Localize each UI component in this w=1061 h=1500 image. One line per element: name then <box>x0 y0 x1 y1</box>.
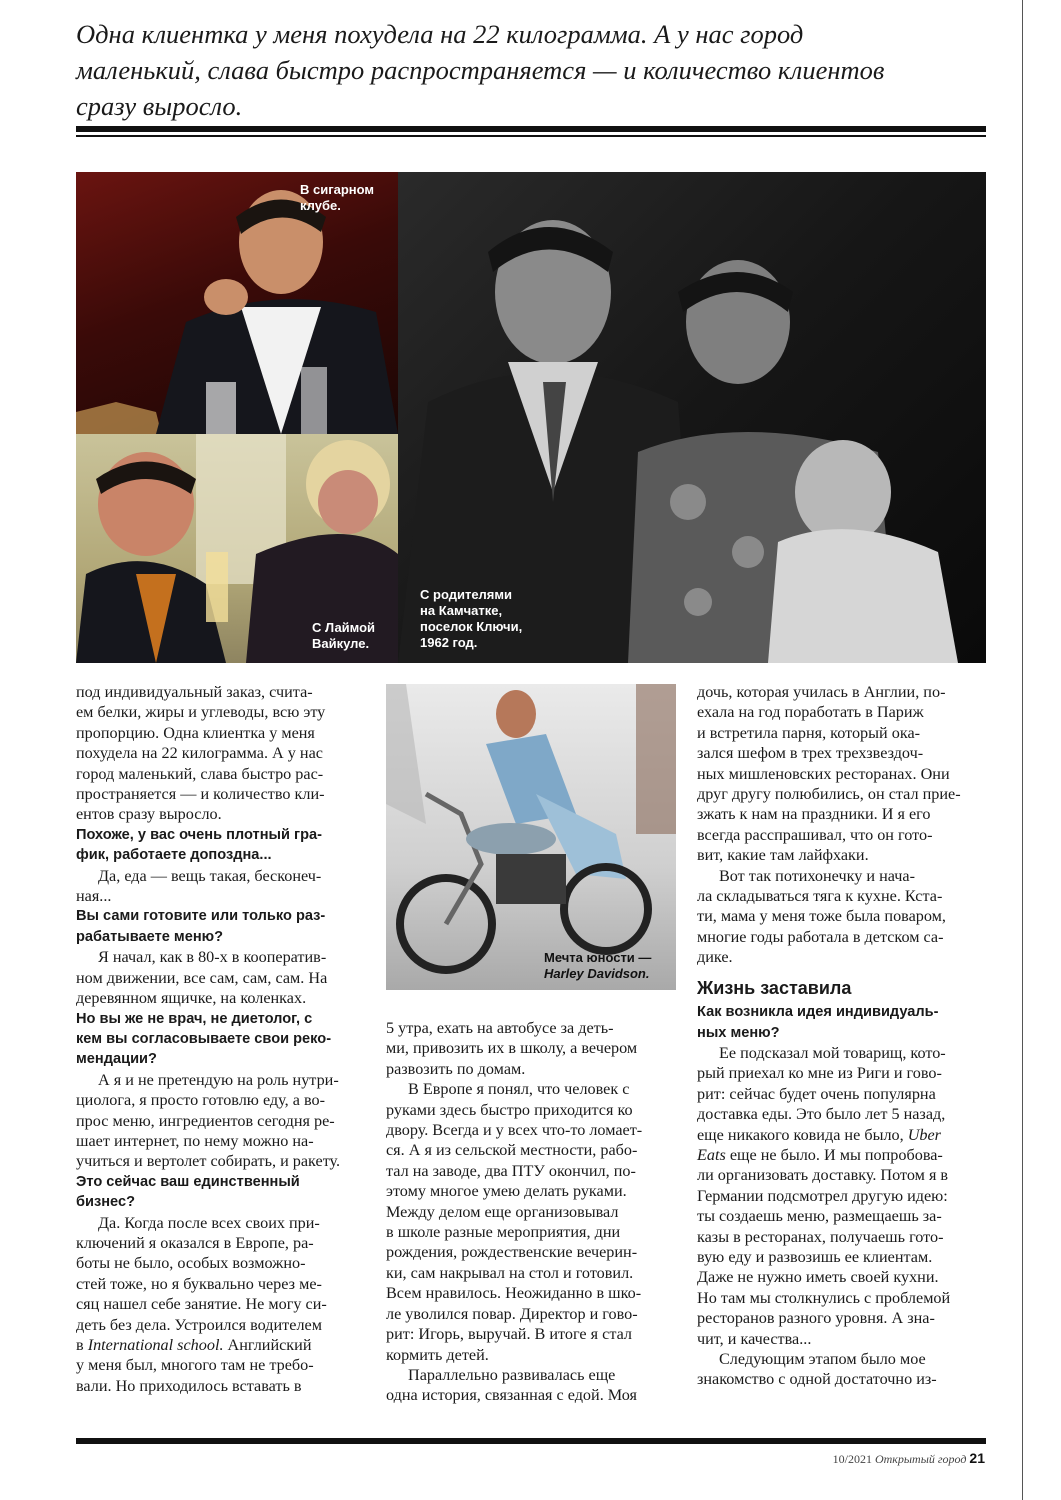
text-run: друг другу полюбились, он стал прие- <box>697 785 961 804</box>
text-run: дике. <box>697 948 733 967</box>
text-run: похудела на 22 килограмма. А у нас <box>76 744 323 763</box>
text-run: этому многое умею делать руками. <box>386 1182 627 1201</box>
text-run: учиться и вертолет собирать, и ракету. <box>76 1152 341 1171</box>
text-run: многие годы работала в детском са- <box>697 927 944 946</box>
text-line <box>386 1283 678 1303</box>
text-line <box>386 1018 678 1038</box>
text-run: Ее подсказал мой товарищ, кото- <box>719 1043 946 1062</box>
caption-line: на Камчатке, <box>420 603 503 618</box>
pull-quote-line: Одна клиентка у меня похудела на 22 килограмма. А у нас город <box>76 19 804 49</box>
text-run: В Европе я понял, что человек с <box>408 1080 630 1099</box>
caption-line: 1962 год. <box>420 635 478 650</box>
top-rule <box>76 126 986 132</box>
question-line <box>76 1009 366 1029</box>
text-run: дочь, которая училась в Англии, по- <box>697 683 946 701</box>
text-line <box>697 1329 989 1349</box>
text-line <box>76 1151 366 1171</box>
text-run: ная... <box>76 887 112 906</box>
text-line <box>697 1084 989 1104</box>
text-run: ехала на год поработать в Париж <box>697 703 924 722</box>
text-run: развозить по домам. <box>386 1059 526 1078</box>
text-line <box>697 804 989 824</box>
text-line <box>76 1253 366 1273</box>
text-run: деревянном ящичке, на коленках. <box>76 989 307 1008</box>
text-run: Вот так потихонечку и нача- <box>719 866 916 885</box>
text-run: у меня был, многого там не требо- <box>76 1356 314 1375</box>
text-line <box>386 1345 678 1365</box>
text-run: ключений я оказался в Европе, ра- <box>76 1233 314 1252</box>
text-line <box>697 1165 989 1185</box>
text-line <box>697 1308 989 1328</box>
page-edge-rule <box>1022 0 1023 1500</box>
text-run: сяц нашел себе занятие. Не могу си- <box>76 1295 327 1314</box>
pull-quote-line: сразу выросло. <box>76 91 243 121</box>
text-run: кормить детей. <box>386 1345 489 1364</box>
text-run: город маленький, слава быстро рас- <box>76 764 324 783</box>
text-line <box>697 947 989 967</box>
text-run: ся. А я из сельской местности, рабо- <box>386 1141 638 1160</box>
text-run: рождения, рождественские вечерин- <box>386 1243 638 1262</box>
text-line <box>697 743 989 763</box>
photo-parents-kamchatka <box>398 172 986 663</box>
photo-harley <box>386 684 676 990</box>
text-run: ентов сразу выросло. <box>76 805 222 824</box>
text-run: деть без дела. Устроился водителем <box>76 1315 322 1334</box>
caption-line: Вайкуле. <box>312 636 370 651</box>
italic-run: International school. <box>87 1336 224 1354</box>
text-run: Между делом еще организовывал <box>386 1202 619 1221</box>
text-run: кем вы согласовываете свои реко- <box>76 1030 332 1047</box>
text-line <box>386 1100 678 1120</box>
question-line <box>76 927 366 947</box>
footer-magazine: Открытый город <box>874 1452 967 1466</box>
text-line <box>76 1335 366 1355</box>
text-line <box>386 1242 678 1262</box>
text-run: руками здесь быстро приходится ко <box>386 1100 633 1119</box>
text-run: и встретила парня, который ока- <box>697 723 921 742</box>
text-run: стей тоже, но я буквально через ме- <box>76 1274 322 1293</box>
text-line <box>697 927 989 947</box>
italic-run: Uber <box>907 1125 941 1144</box>
text-line <box>697 1125 989 1145</box>
text-line <box>697 845 989 865</box>
text-run: рабатываете меню? <box>76 928 224 945</box>
text-line <box>76 764 366 784</box>
section-heading: Жизнь заставила <box>697 977 852 998</box>
text-run: доставка еды. Это было лет 5 назад, <box>697 1105 946 1124</box>
caption-line: С Лаймой <box>312 620 376 635</box>
text-line <box>76 886 366 906</box>
text-line <box>76 784 366 804</box>
question-line <box>76 825 366 845</box>
text-line <box>76 1070 366 1090</box>
text-line <box>386 1222 678 1242</box>
text-run: пространяется — и количество кли- <box>76 785 325 804</box>
text-line <box>697 1227 989 1247</box>
text-run: ты создаешь меню, размещаешь за- <box>697 1207 942 1226</box>
text-run: зался шефом в трех трехзвездоч- <box>697 744 924 763</box>
text-run: рит: Игорь, выручай. В итоге я стал <box>386 1325 633 1344</box>
text-run: Следующим этапом было мое <box>719 1350 926 1368</box>
text-line <box>76 947 366 967</box>
text-run: двору. Всегда и у всех что-то ломает- <box>386 1121 643 1140</box>
text-line <box>697 886 989 906</box>
text-run: в <box>76 1336 88 1354</box>
text-run: под индивидуальный заказ, счита- <box>76 683 313 701</box>
page-footer <box>833 1450 985 1467</box>
text-run: Я начал, как в 80-х в кооператив- <box>98 948 327 967</box>
caption-line: Harley Davidson. <box>544 966 650 981</box>
text-line <box>386 1385 678 1405</box>
text-line <box>697 825 989 845</box>
text-run: циолога, я просто готовлю еду, а во- <box>76 1091 325 1110</box>
text-run: ресторанов разного уровня. А зна- <box>697 1309 935 1328</box>
text-run: еще не было. И мы попробова- <box>725 1145 943 1164</box>
text-run: ных меню? <box>697 1024 780 1041</box>
text-run: чит, и качества... <box>697 1329 812 1348</box>
question-line <box>76 845 366 865</box>
text-line <box>697 1369 989 1389</box>
text-run: Но там мы столкнулись с проблемой <box>697 1288 951 1307</box>
text-line <box>386 1263 678 1283</box>
text-run: вую еду и развозишь ее клиентам. <box>697 1247 933 1266</box>
text-line <box>76 723 366 743</box>
text-run: в школе разные мероприятия, дни <box>386 1223 621 1242</box>
text-line <box>697 1063 989 1083</box>
text-column-2 <box>386 1018 678 1406</box>
text-line <box>386 1059 678 1079</box>
text-line <box>76 1355 366 1375</box>
text-run: Да. Когда после всех своих при- <box>98 1213 320 1232</box>
text-run: ти, мама у меня тоже была поваром, <box>697 907 946 926</box>
text-run: Да, еда — вещь такая, бесконеч- <box>98 866 322 885</box>
text-run: ла складываться тяга к кухне. Кста- <box>697 887 943 906</box>
text-run: Германии подсмотрел другую идею: <box>697 1186 948 1205</box>
text-run: казы в ресторанах, получаешь гото- <box>697 1227 944 1246</box>
text-run: тал на заводе, два ПТУ окончил, по- <box>386 1161 636 1180</box>
pull-quote-line: маленький, слава быстро распространяется — и количество клиентов <box>76 55 885 85</box>
text-line <box>697 1186 989 1206</box>
text-line <box>76 1213 366 1233</box>
text-run: Это сейчас ваш единственный <box>76 1173 300 1190</box>
text-run: ми, привозить их в школу, а вечером <box>386 1039 638 1058</box>
text-line <box>697 682 989 702</box>
text-run: ки, сам накрывал на стол и готовил. <box>386 1263 634 1282</box>
text-line <box>76 1315 366 1335</box>
text-line <box>697 866 989 886</box>
text-line <box>76 1090 366 1110</box>
text-line <box>697 1043 989 1063</box>
text-run: Параллельно развивалась еще <box>408 1365 616 1384</box>
text-run: прос меню, ингредиентов сегодня ре- <box>76 1111 335 1130</box>
text-run: вали. Но приходилось вставать в <box>76 1376 302 1395</box>
text-column-1 <box>76 682 366 1396</box>
question-line <box>76 906 366 926</box>
text-run: всегда расспрашивал, что он гото- <box>697 825 933 844</box>
caption-parents <box>420 587 522 651</box>
text-line <box>386 1120 678 1140</box>
pull-quote <box>76 16 986 124</box>
text-run: шает интернет, по нему можно на- <box>76 1131 314 1150</box>
question-line <box>76 1192 366 1212</box>
caption-line: клубе. <box>300 198 341 213</box>
page-number: 21 <box>969 1450 985 1466</box>
photo-harley-image <box>386 684 676 990</box>
text-line <box>386 1324 678 1344</box>
text-line <box>386 1365 678 1385</box>
text-run: зжать к нам на праздники. И я его <box>697 805 931 824</box>
text-run: ных мишленовских ресторанах. Они <box>697 764 950 783</box>
photo-vaikule <box>76 434 398 663</box>
text-line <box>697 1288 989 1308</box>
text-line <box>697 906 989 926</box>
text-line <box>386 1079 678 1099</box>
text-column-3 <box>697 682 989 1390</box>
caption-line: Мечта юности — <box>544 950 652 965</box>
text-line <box>76 1294 366 1314</box>
text-run: пропорцию. Одна клиентка у меня <box>76 723 315 742</box>
text-run: мендации? <box>76 1051 157 1068</box>
text-run: 5 утра, ехать на автобусе за деть- <box>386 1019 614 1037</box>
top-rule-thin <box>76 135 986 137</box>
text-line <box>697 702 989 722</box>
question-line <box>76 1172 366 1192</box>
text-line <box>697 1104 989 1124</box>
caption-cigar-club <box>300 182 374 214</box>
photo-cigar-club <box>76 172 398 434</box>
bottom-rule <box>76 1438 986 1444</box>
text-run: рит: сейчас будет очень популярна <box>697 1084 936 1103</box>
text-line <box>697 784 989 804</box>
text-run: вит, какие там лайфхаки. <box>697 846 869 865</box>
caption-line: В сигарном <box>300 182 375 197</box>
text-line <box>76 988 366 1008</box>
text-line <box>76 682 366 702</box>
caption-line: поселок Ключи, <box>420 619 523 634</box>
text-run: рый приехал ко мне из Риги и гово- <box>697 1064 942 1083</box>
text-line <box>386 1304 678 1324</box>
text-run: ном движении, все сам, сам, сам. На <box>76 968 328 987</box>
text-line <box>76 702 366 722</box>
text-run: Даже не нужно иметь своей кухни. <box>697 1268 939 1287</box>
text-run: Но вы же не врач, не диетолог, с <box>76 1010 313 1027</box>
text-run: ле уволился повар. Директор и гово- <box>386 1304 638 1323</box>
text-line <box>76 866 366 886</box>
text-line <box>76 1274 366 1294</box>
text-line <box>76 1131 366 1151</box>
text-run: одна история, связанная с едой. Моя <box>386 1386 638 1405</box>
question-line <box>697 1002 989 1022</box>
text-line <box>386 1181 678 1201</box>
text-run: фик, работаете допоздна... <box>76 847 272 864</box>
caption-harley <box>544 950 651 982</box>
text-line <box>386 1140 678 1160</box>
text-line <box>76 968 366 988</box>
question-line <box>76 1049 366 1069</box>
text-line <box>697 1145 989 1165</box>
text-run: Всем нравилось. Неожиданно в шко- <box>386 1284 642 1303</box>
text-line <box>697 723 989 743</box>
italic-run: Eats <box>697 1145 726 1164</box>
caption-vaikule <box>312 620 375 652</box>
text-run: Английский <box>223 1336 312 1354</box>
text-line <box>697 1349 989 1369</box>
text-line <box>386 1161 678 1181</box>
text-line <box>386 1202 678 1222</box>
question-line <box>76 1029 366 1049</box>
text-line <box>697 1267 989 1287</box>
footer-issue: 10/2021 <box>832 1452 872 1466</box>
text-line <box>697 764 989 784</box>
text-line <box>76 1111 366 1131</box>
text-line <box>76 743 366 763</box>
text-run: Вы сами готовите или только раз- <box>76 908 326 925</box>
text-run: боты не было, особых возможно- <box>76 1254 306 1273</box>
text-run: Как возникла идея индивидуаль- <box>697 1004 939 1021</box>
text-line <box>76 1233 366 1253</box>
text-run: знакомство с одной достаточно из- <box>697 1370 937 1389</box>
text-line <box>697 1247 989 1267</box>
text-line <box>697 1206 989 1226</box>
text-line <box>386 1038 678 1058</box>
text-run: бизнес? <box>76 1194 136 1211</box>
caption-line: С родителями <box>420 587 513 602</box>
text-run: А я и не претендую на роль нутри- <box>98 1070 339 1089</box>
text-run: ли организовать доставку. Потом я в <box>697 1166 949 1185</box>
text-line <box>76 1376 366 1396</box>
text-run: ем белки, жиры и углеводы, всю эту <box>76 703 326 722</box>
text-run: Похоже, у вас очень плотный гра- <box>76 826 322 843</box>
question-line <box>697 1023 989 1043</box>
text-line <box>76 804 366 824</box>
text-run: еще никакого ковида не было, <box>697 1125 908 1144</box>
